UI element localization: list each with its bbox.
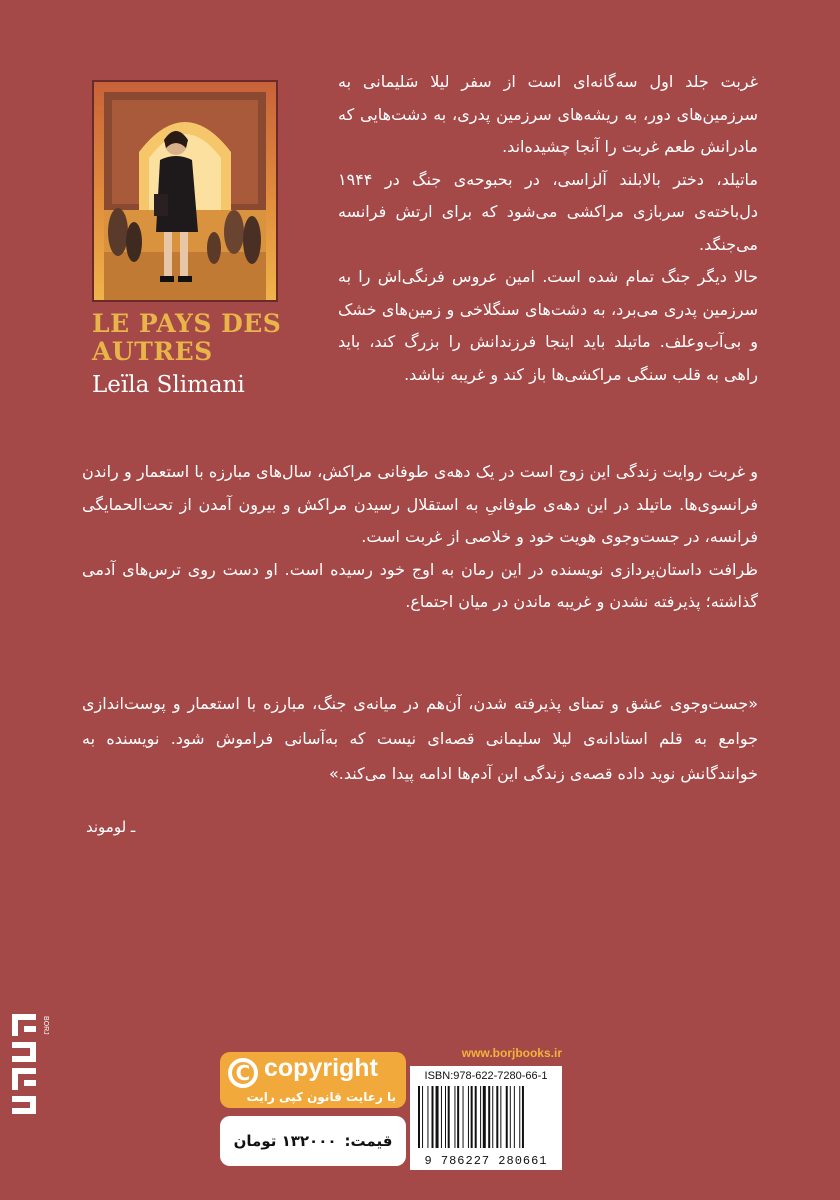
review-quote (82, 686, 758, 791)
copyright-badge (220, 1052, 406, 1108)
book-author: Leïla Slimani (92, 372, 245, 398)
book-title (92, 310, 332, 366)
price-value: ۱۳۲۰۰۰ تومان (233, 1132, 337, 1150)
blurb-narrow (338, 66, 758, 391)
blurb-paragraph: و غربت روایت زندگی این زوج است در یک دهه‌ی طوفانی مراکش، سال‌های مبارزه با استعمار و راندن فرانسوی‌ها. ماتیلد در این دهه‌ی طوفانیِ به استقلال رسیدن مراکش و بیرون آمدن از تحت‌الحمایگی فرانسه، در جست‌وجوی هویت خود و خلاصی از غربت است. (82, 462, 758, 546)
blurb-paragraph: ظرافت داستان‌پردازی نویسنده در این رمان به اوج خود رسیده است. او دست روی ترس‌های آدمی گذاشته؛ پذیرفته نشدن و غریبه ماندن در میان اجتماع. (82, 559, 758, 611)
barcode-bars-icon (418, 1086, 554, 1148)
book-title-line1: LE PAYS DES (92, 309, 282, 338)
price-label: قیمت: (344, 1132, 393, 1150)
isbn-text: ISBN:978-622-7280-66-1 (424, 1070, 548, 1082)
barcode-digits: 9 786227 280661 (424, 1154, 548, 1168)
copyright-word: copyright (264, 1054, 378, 1082)
publisher-logo (10, 1012, 48, 1116)
blurb-wide (82, 456, 758, 619)
isbn-barcode (410, 1066, 562, 1170)
quote-text: «جست‌وجوی عشق و تمنای پذیرفته شدن، آن‌هم در میانه‌ی جنگ، مبارزه با استعمار و پوست‌اندازی جوامع به قلم استادانه‌ی لیلا سلیمانی قصه‌ای نیست که به‌آسانی فراموش شود. نویسنده به خوانندگانش نوید داده قصه‌ی زندگی این آدم‌ها ادامه پیدا می‌کند.» (82, 694, 758, 783)
blurb-paragraph: غربت جلد اول سه‌گانه‌ای است از سفر لیلا سَلیمانی به سرزمین‌های دور، به ریشه‌های سرزمین پدری، به دشت‌هایی که مادرانش طعم غربت را آنجا چشیده‌اند. (338, 72, 758, 156)
quote-source: ـ لوموند (86, 818, 136, 836)
blurb-paragraph: ماتیلد، دختر بالابلند آلزاسی، در بحبوحه‌ی جنگ در ۱۹۴۴ دل‌باخته‌ی سربازی مراکشی می‌شود که برای ارتش فرانسه می‌جنگد. (338, 169, 758, 254)
price-label-box (220, 1116, 406, 1166)
borj-logo-icon (10, 1012, 48, 1116)
cover-painting-image (94, 82, 276, 300)
logo-text: BORJ (42, 1016, 49, 1035)
book-title-line2: AUTRES (92, 337, 213, 366)
cover-illustration (92, 80, 278, 302)
blurb-paragraph: حالا دیگر جنگ تمام شده است. امین عروس فرنگی‌اش را به سرزمین پدری می‌برد، به دشت‌های سنگلاخی و زمین‌های خشک و بی‌آب‌وعلف. ماتیلد باید اینجا فرزندانش را بزرگ کند، باید راهی به قلب سنگی مراکشی‌ها باز کند و غریبه نباشد. (338, 267, 758, 384)
copyright-icon: C (228, 1058, 258, 1088)
publisher-website: www.borjbooks.ir (461, 1046, 562, 1060)
copyright-subtitle: با رعایت قانون کپی رایت (246, 1090, 396, 1104)
